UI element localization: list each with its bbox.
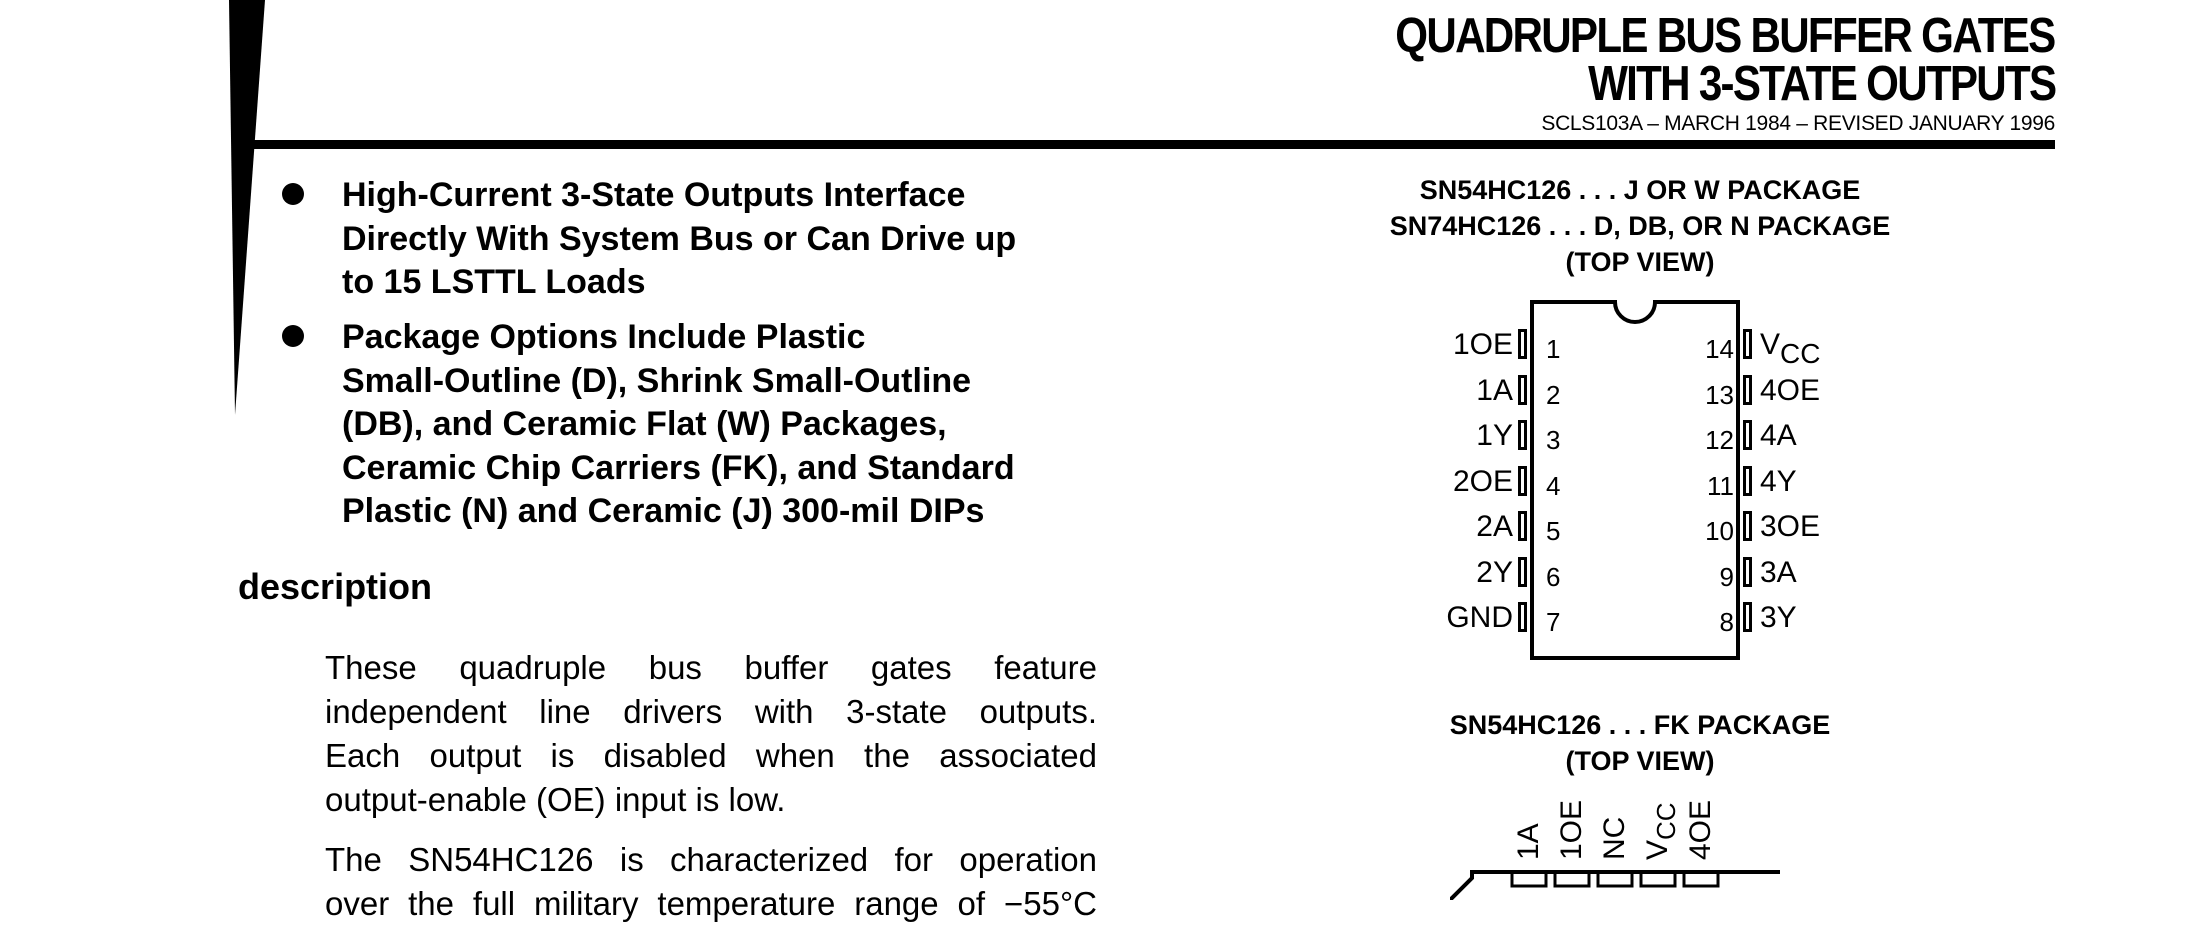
pin-name-right: 4A [1760, 419, 1797, 452]
pin-stub [1743, 511, 1752, 541]
pin-number-left: 4 [1546, 470, 1561, 501]
pin-number-right: 12 [1705, 425, 1734, 455]
pin-number-left: 7 [1546, 607, 1561, 637]
pin-name-left: 1Y [1476, 419, 1513, 452]
fk-pin-label: 1A [1512, 823, 1545, 860]
feature-line: Directly With System Bus or Can Drive up [342, 219, 1017, 258]
pin-number-left: 5 [1546, 516, 1561, 546]
fk-package-diagram [1450, 868, 1780, 900]
paragraph-line: output-enable (OE) input is low. [325, 781, 786, 818]
dip-package-caption [1240, 172, 2040, 280]
feature-item-2 [342, 316, 1102, 534]
dip-package-line-1: SN54HC126 . . . J OR W PACKAGE [1419, 175, 1861, 205]
pin-name-left: 2OE [1452, 464, 1513, 498]
pin-number-left: 1 [1546, 334, 1561, 364]
pin-number-right: 14 [1705, 334, 1734, 364]
fk-package-view: (TOP VIEW) [1565, 746, 1715, 776]
pin-stub [1518, 375, 1527, 405]
pin-name-left: 1OE [1452, 328, 1513, 361]
paragraph-line: The SN54HC126 is characterized for operation [325, 841, 1097, 878]
description-heading: description [238, 566, 433, 607]
paragraph-line: These quadruple bus buffer gates feature [325, 649, 1097, 686]
pin-stub [1743, 329, 1752, 359]
feature-line: Small-Outline (D), Shrink Small-Outline [342, 361, 972, 400]
pin-name-right: 3OE [1760, 510, 1821, 543]
pin-number-right: 10 [1705, 516, 1734, 546]
pin-number-right: 8 [1719, 607, 1734, 637]
fk-package-caption [1240, 707, 2040, 779]
fk-pin-label: NC [1598, 816, 1631, 860]
pin-stub [1743, 602, 1752, 632]
description-paragraph-2 [325, 838, 1097, 926]
pin-stub [1743, 557, 1752, 587]
pin-stub [1518, 420, 1527, 450]
feature-line: (DB), and Ceramic Flat (W) Packages, [342, 405, 947, 443]
feature-line: High-Current 3-State Outputs Interface [342, 176, 966, 214]
fk-pin-label: 4OE [1684, 799, 1717, 860]
fk-package-line-1: SN54HC126 . . . FK PACKAGE [1449, 710, 1831, 740]
fk-pin-label: VCC [1641, 802, 1681, 860]
pin-number-left: 2 [1546, 379, 1561, 410]
document-number: SCLS103A – MARCH 1984 – REVISED JANUARY 1996 [1541, 112, 2055, 135]
bullet-icon [282, 325, 304, 347]
pin-number-left: 3 [1546, 425, 1561, 455]
pin-number-right: 13 [1705, 379, 1734, 410]
header-rule [250, 140, 2055, 149]
feature-line: to 15 LSTTL Loads [342, 263, 646, 301]
pin-stub [1743, 375, 1752, 405]
pin-name-right: 3Y [1760, 601, 1797, 634]
pin-stub [1518, 557, 1527, 587]
pin-name-right: 4OE [1760, 373, 1821, 407]
paragraph-line: over the full military temperature range of −55°C [325, 885, 1097, 922]
pin-name-right: 4Y [1760, 464, 1797, 498]
paragraph-line: Each output is disabled when the associated [325, 737, 1097, 774]
pin-name-subscript: CC [1780, 338, 1821, 369]
pin-name-left: 2Y [1476, 555, 1513, 589]
pin-stub [1743, 420, 1752, 450]
feature-line: Ceramic Chip Carriers (FK), and Standard [342, 448, 1015, 487]
pin-number-right: 9 [1719, 561, 1734, 592]
dip-package-line-2: SN74HC126 . . . D, DB, OR N PACKAGE [1389, 211, 1891, 241]
document-title-line-2: WITH 3-STATE OUTPUTS [1587, 57, 2055, 111]
pin-name-right: 3A [1760, 555, 1797, 589]
pin-stub [1743, 466, 1752, 496]
document-title-line-1: QUADRUPLE BUS BUFFER GATES [1395, 9, 2055, 63]
dip-package-view: (TOP VIEW) [1565, 247, 1715, 277]
fk-pin-label-subscript: CC [1651, 802, 1681, 840]
feature-line: Package Options Include Plastic [342, 318, 866, 356]
bullet-icon [282, 183, 304, 205]
pin-name-left: 1A [1476, 373, 1513, 407]
paragraph-line: independent line drivers with 3-state outputs. [325, 693, 1097, 730]
page-edge-wedge [229, 0, 269, 420]
feature-line: Plastic (N) and Ceramic (J) 300-mil DIPs [342, 492, 985, 530]
pin-stub [1518, 511, 1527, 541]
description-paragraph-1 [325, 646, 1097, 822]
pin-name-right: VCC [1760, 328, 1821, 369]
pin-number-right: 11 [1707, 470, 1734, 501]
pin-number-left: 6 [1546, 561, 1561, 592]
pin-stub [1518, 329, 1527, 359]
pin-name-left: GND [1446, 601, 1513, 634]
pin-stub [1518, 466, 1527, 496]
pin-name-left: 2A [1476, 510, 1513, 543]
fk-pin-label: 1OE [1555, 799, 1588, 860]
pin-stub [1518, 602, 1527, 632]
feature-item-1 [342, 174, 1102, 305]
